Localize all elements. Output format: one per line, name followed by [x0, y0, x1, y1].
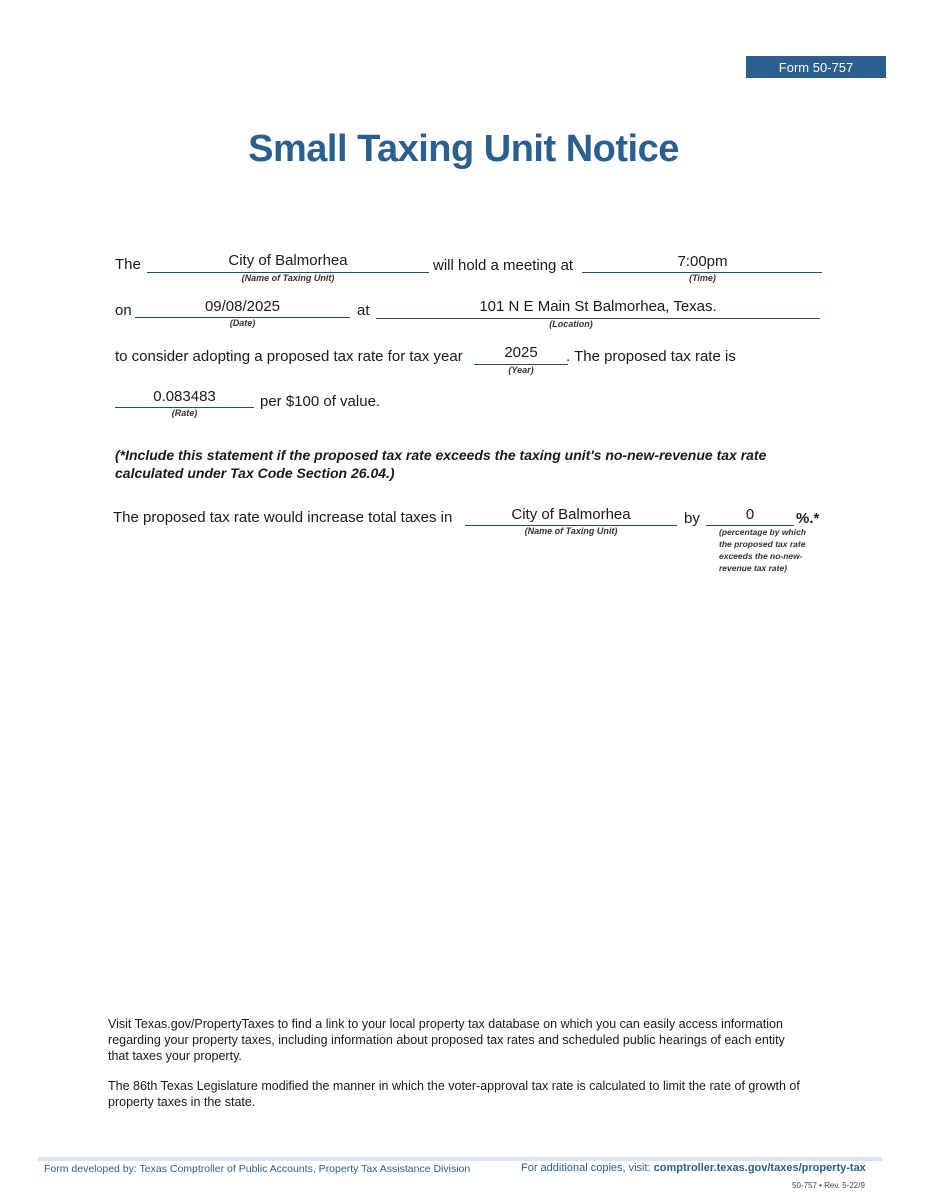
label-on: on: [115, 302, 132, 319]
percent-suffix: %.*: [796, 510, 820, 527]
consider-text: to consider adopting a proposed tax rate for tax year: [115, 348, 463, 365]
percent-field: 0: [745, 506, 755, 523]
revision-number: 50-757 • Rev. 5-22/9: [792, 1181, 865, 1190]
taxing-unit-2-caption: (Name of Taxing Unit): [524, 526, 618, 536]
proposed-rate-text: . The proposed tax rate is: [566, 348, 736, 365]
year-caption: (Year): [508, 365, 534, 375]
per-value-text: per $100 of value.: [260, 393, 381, 410]
conditional-note: (*Include this statement if the proposed tax rate exceeds the taxing unit's no-new-revenue tax rate calculated under Tax Code Section 26.04.): [115, 447, 767, 481]
taxing-unit-2-field: City of Balmorhea: [511, 506, 631, 523]
increase-text: The proposed tax rate would increase total taxes in: [113, 509, 453, 526]
footer-developed-by: Form developed by: Texas Comptroller of Public Accounts, Property Tax Assistance Division: [44, 1163, 471, 1175]
footer-copies: [521, 1162, 866, 1174]
legislature-paragraph: The 86th Texas Legislature modified the manner in which the voter-approval tax rate is calculated to limit the rate of growth of property taxes in the state.: [108, 1079, 800, 1109]
taxing-unit-field: City of Balmorhea: [228, 252, 348, 269]
location-field: 101 N E Main St Balmorhea, Texas.: [479, 298, 717, 315]
footer-copies-prefix: For additional copies, visit:: [521, 1162, 654, 1174]
page-title: Small Taxing Unit Notice: [248, 128, 679, 170]
date-caption: (Date): [229, 318, 256, 328]
year-field: 2025: [504, 344, 538, 361]
time-field: 7:00pm: [677, 253, 728, 270]
time-caption: (Time): [689, 273, 716, 283]
rate-field: 0.083483: [153, 388, 216, 405]
location-caption: (Location): [549, 319, 593, 329]
footer-rule: [38, 1157, 882, 1161]
form-number-badge: Form 50-757: [746, 56, 886, 78]
taxing-unit-caption: (Name of Taxing Unit): [241, 273, 335, 283]
rate-caption: (Rate): [171, 408, 198, 418]
meeting-text: will hold a meeting at: [433, 257, 574, 274]
label-the: The: [115, 256, 141, 273]
label-at: at: [357, 302, 370, 319]
label-by: by: [684, 510, 700, 527]
footer-copies-link[interactable]: comptroller.texas.gov/taxes/property-tax: [653, 1162, 866, 1174]
date-field: 09/08/2025: [204, 298, 281, 315]
info-paragraph: Visit Texas.gov/PropertyTaxes to find a link to your local property tax database on which you can easily access information regarding your property taxes, including information about proposed tax rates and scheduled public hearings of each entity that taxes your property.: [108, 1017, 785, 1063]
percent-caption: (percentage by which the proposed tax rate exceeds the no-new-revenue tax rate): [719, 527, 806, 573]
